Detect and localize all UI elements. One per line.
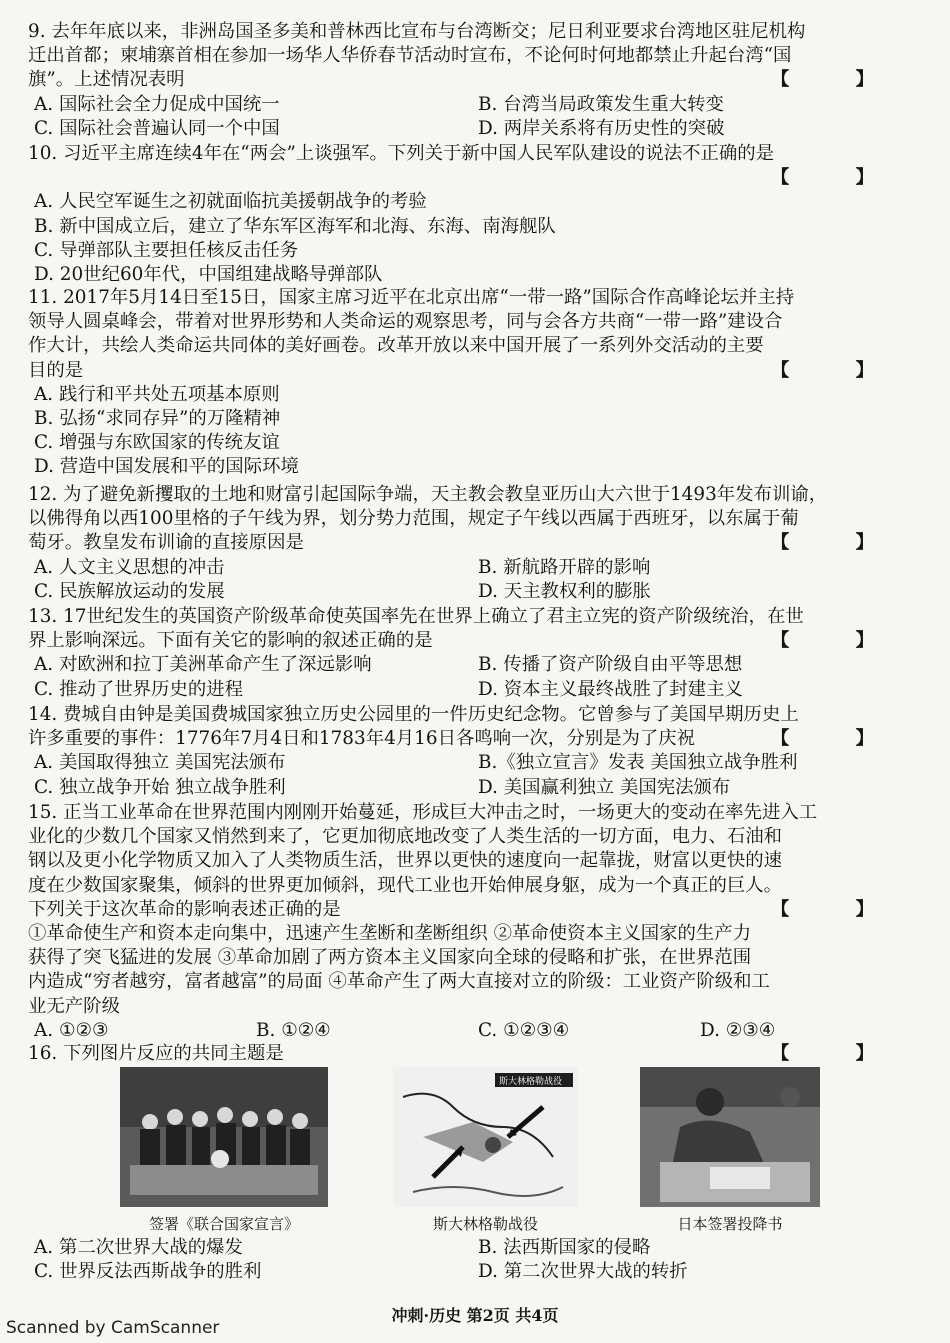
question-12-line-3 [28, 531, 918, 555]
answer-bracket: 【 】 [770, 630, 904, 652]
option-b: B. 弘扬“求同存异”的万隆精神 [34, 408, 281, 430]
map-stalingrad-image [393, 1067, 578, 1207]
question-13-line-2-text: 界上影响深远。下面有关它的影响的叙述正确的是 [28, 630, 433, 652]
question-13-line-2 [28, 629, 918, 653]
option-b: B. 新航路开辟的影响 [478, 556, 651, 578]
option-a: A. 美国取得独立 美国宪法颁布 [34, 752, 286, 774]
option-c: C. ①②③④ [478, 1019, 570, 1041]
question-9-line-3 [28, 68, 918, 92]
question-10 [28, 142, 918, 287]
statement-line-1: ①革命使生产和资本走向集中，迅速产生垄断和垄断组织 ②革命使资本主义国家的生产力 [28, 923, 752, 945]
question-15-line-1: 15. 正当工业革命在世界范围内刚刚开始蔓延，形成巨大冲击之时，一场更大的变动在率先进入工 [28, 802, 818, 823]
option-c: C. 导弹部队主要担任核反击任务 [34, 239, 299, 261]
question-15-line-2: 业化的少数几个国家又悄然到来了，它更加彻底地改变了人类生活的一切方面，电力、石油和 [28, 826, 783, 848]
question-10-bracket-line [28, 166, 918, 190]
question-13-line-1: 13. 17世纪发生的英国资产阶级革命使英国率先在世界上确立了君主立宪的资产阶级统治，在世 [28, 606, 804, 627]
option-b: B. 传播了资产阶级自由平等思想 [478, 654, 743, 676]
option-d: D. 第二次世界大战的转折 [478, 1261, 688, 1283]
option-a: A. ①②③ [34, 1019, 109, 1041]
map-caption: 斯大林格勒战役 [432, 1215, 538, 1233]
photo-un-declaration-image [120, 1067, 328, 1207]
question-11-line-4 [28, 359, 918, 383]
option-c: C. 国际社会普遍认同一个中国 [34, 117, 280, 139]
question-12-line-1: 12. 为了避免新攫取的土地和财富引起国际争端，天主教会教皇亚历山大六世于1493年发布训谕， [28, 484, 828, 505]
map-icon [393, 1067, 578, 1207]
statement-line-4: 业无产阶级 [28, 995, 120, 1017]
option-d: D. ②③④ [700, 1019, 776, 1041]
option-a: A. 人文主义思想的冲击 [34, 556, 225, 578]
answer-bracket: 【 】 [770, 167, 904, 189]
question-14-line-2 [28, 727, 918, 751]
question-12-line-3-text: 萄牙。教皇发布训谕的直接原因是 [28, 532, 304, 554]
question-16-line-1-text: 16. 下列图片反应的共同主题是 [28, 1043, 284, 1064]
option-a: A. 第二次世界大战的爆发 [34, 1237, 243, 1258]
photo-icon [120, 1067, 328, 1207]
question-15-line-5 [28, 898, 918, 922]
photo-japan-surrender [640, 1067, 820, 1234]
answer-bracket: 【 】 [770, 1043, 904, 1064]
answer-bracket: 【 】 [770, 728, 904, 750]
option-b: B. 台湾当局政策发生重大转变 [478, 93, 724, 115]
question-16-options [28, 1236, 918, 1284]
option-c: C. 民族解放运动的发展 [34, 580, 225, 602]
question-10-line-1: 10. 习近平主席连续4年在“两会”上谈强军。下列关于新中国人民军队建设的说法不正确的是 [28, 143, 775, 164]
page-footer: 冲刺·历史 第2页 共4页 [391, 1306, 559, 1325]
statement-line-2: 获得了突飞猛进的发展 ③革命加剧了两方资本主义国家向全球的侵略和扩张，在世界范围 [28, 947, 752, 969]
question-12-line-2: 以佛得角以西100里格的子午线为界，划分势力范围，规定子午线以西属于西班牙，以东属于葡 [28, 508, 799, 530]
question-15-line-4: 度在少数国家聚集，倾斜的世界更加倾斜，现代工业也开始伸展身躯，成为一个真正的巨人。 [28, 874, 783, 896]
answer-bracket: 【 】 [770, 69, 904, 91]
question-14 [28, 703, 918, 800]
option-a: A. 人民空军诞生之初就面临抗美援朝战争的考验 [34, 191, 427, 213]
option-c: C. 增强与东欧国家的传统友谊 [34, 432, 280, 454]
map-inset-title: 斯大林格勒战役 [499, 1077, 563, 1087]
question-14-line-2-text: 许多重要的事件：1776年7月4日和1783年4月16日各鸣响一次，分别是为了庆祝 [28, 728, 696, 750]
option-a: A. 国际社会全力促成中国统一 [34, 93, 280, 115]
option-c: C. 推动了世界历史的进程 [34, 678, 244, 700]
photo-caption: 签署《联合国家宣言》 [148, 1215, 299, 1233]
option-a: A. 对欧洲和拉丁美洲革命产生了深远影响 [34, 654, 372, 676]
answer-bracket: 【 】 [770, 359, 904, 381]
question-9-line-3-text: 旗”。上述情况表明 [28, 69, 185, 91]
question-9 [28, 20, 918, 141]
option-b: B. ①②④ [256, 1019, 331, 1041]
option-d: D. 美国赢利独立 美国宪法颁布 [478, 776, 731, 798]
option-a: A. 践行和平共处五项基本原则 [34, 383, 280, 405]
question-11 [28, 286, 918, 480]
question-11-line-2: 领导人圆桌峰会，带着对世界形势和人类命运的观察思考，同与会各方共商“一带一路”建设合 [28, 311, 783, 333]
question-12 [28, 483, 918, 604]
option-b: B. 法西斯国家的侵略 [478, 1237, 651, 1258]
question-11-line-3: 作大计，共绘人类命运共同体的美好画卷。改革开放以来中国开展了一系列外交活动的主要 [28, 335, 764, 357]
option-d: D. 营造中国发展和平的国际环境 [34, 456, 299, 478]
statement-line-3: 内造成“穷者越穷，富者越富”的局面 ④革命产生了两大直接对立的阶级：工业资产阶级和工 [28, 971, 770, 993]
scanner-watermark: Scanned by CamScanner [6, 1318, 220, 1338]
question-15 [28, 801, 918, 1043]
option-d: D. 两岸关系将有历史性的突破 [478, 117, 725, 139]
option-c: C. 世界反法西斯战争的胜利 [34, 1261, 262, 1283]
photo-icon [640, 1067, 820, 1207]
question-15-line-5-text: 下列关于这次革命的影响表述正确的是 [28, 898, 341, 920]
option-d: D. 天主教权利的膨胀 [478, 580, 651, 602]
question-16 [28, 1042, 918, 1066]
map-stalingrad [393, 1067, 578, 1234]
option-b: B. 新中国成立后，建立了华东军区海军和北海、东海、南海舰队 [34, 215, 556, 237]
question-9-line-1: 9. 去年年底以来，非洲岛国圣多美和普林西比宣布与台湾断交；尼日利亚要求台湾地区驻尼机构 [28, 21, 806, 42]
question-13 [28, 605, 918, 702]
question-11-line-1: 11. 2017年5月14日至15日，国家主席习近平在北京出席“一带一路”国际合作高峰论坛并主持 [28, 287, 795, 308]
photo-un-declaration [120, 1067, 328, 1234]
question-11-line-4-text: 目的是 [28, 359, 84, 381]
answer-bracket: 【 】 [770, 898, 904, 920]
photo-caption: 日本签署投降书 [677, 1215, 783, 1233]
option-b: B.《独立宣言》发表 美国独立战争胜利 [478, 752, 798, 774]
answer-bracket: 【 】 [770, 532, 904, 554]
question-14-line-1: 14. 费城自由钟是美国费城国家独立历史公园里的一件历史纪念物。它曾参与了美国早期历史上 [28, 704, 799, 725]
option-d: D. 资本主义最终战胜了封建主义 [478, 678, 743, 700]
option-c: C. 独立战争开始 独立战争胜利 [34, 776, 286, 798]
question-15-line-3: 钢以及更小化学物质又加入了人类物质生活，世界以更快的速度向一起靠拢，财富以更快的速 [28, 850, 783, 872]
photo-japan-surrender-image [640, 1067, 820, 1207]
option-d: D. 20世纪60年代，中国组建战略导弹部队 [34, 264, 383, 286]
question-9-line-2: 迁出首都；柬埔寨首相在参加一场华人华侨春节活动时宣布，不论何时何地都禁止升起台湾“国 [28, 45, 792, 67]
question-16-line-1 [28, 1042, 918, 1066]
